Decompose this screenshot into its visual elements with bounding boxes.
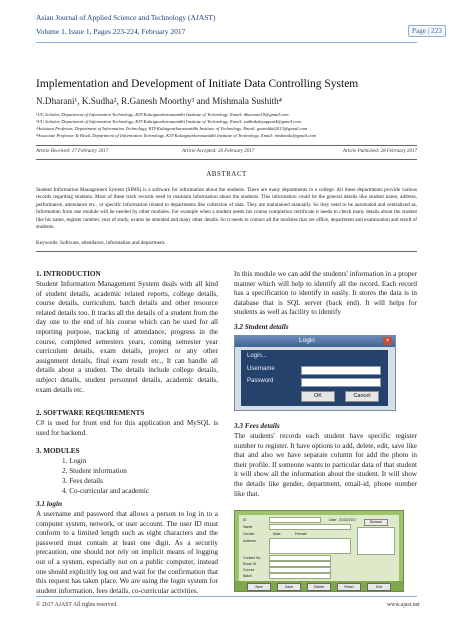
- date-label: Date: [329, 518, 337, 522]
- login-titlebar: [235, 336, 395, 347]
- address-field: [269, 538, 351, 554]
- name-label: Name: [243, 525, 253, 529]
- abstract-text: Student Information Management System (SIMS) is a software for information about the students. There are many departments in a college. All these departments provide various records regarding students. Most of these track records need to maintain information about the students. This information could be the general details like student name, address, performance, attendance etc., or specific information related to departments like collection of data. They are maintained manually. So they need to be automated and centralized as, Information from one module will be needed by other modules. For example when a student needs his course completion certificate it needs to check many details about the student like his name, register number, year of study, exams he attended and many other details. So it needs to contact all the modules that are office, department and examination and result of students.: [36, 187, 417, 231]
- username-label: Username: [247, 366, 275, 372]
- email-label: Email ID: [243, 562, 257, 566]
- affiliation-4: ⁴Associate Professor & Head, Department of Information Technology, KIT-Kalaignarkarunanidhi Institute of Technology. Email: mishmala@gmail.com: [36, 133, 316, 138]
- save-button: Save: [277, 583, 301, 591]
- browse-button: Browse: [364, 519, 388, 526]
- keywords-rule: [36, 251, 417, 252]
- copyright: © 2017 AJAST All rights reserved.: [36, 602, 118, 608]
- module-item: 3. Fees details: [62, 477, 103, 485]
- id-field: [269, 517, 321, 523]
- module-text: In this module we can add the students' information in a proper manner which will help to identify all the record. Each record has a specification to identify in easily. It stores the data is in database that is SQL server (back end). It will helps for students as well as facility to identify: [234, 270, 417, 317]
- paper-authors: N.Dharani¹, K.Sudha², R.Ganesh Moorthy³ and Mishmala Sushith⁴: [36, 96, 282, 106]
- requirements-text: C# is used for front end for this application and MySQL is used for backend.: [36, 419, 218, 437]
- address-label: Address: [243, 539, 256, 543]
- date-published: Article Published: 28 February 2017: [342, 149, 417, 154]
- paper-title: Implementation and Development of Initiate Data Controlling System: [36, 78, 359, 90]
- intro-heading: 1. INTRODUCTION: [36, 270, 101, 278]
- journal-url: www.ajast.net: [387, 602, 420, 608]
- password-label: Password: [247, 378, 274, 384]
- close-icon: ×: [383, 337, 392, 345]
- date-value: 21/02/2017: [339, 518, 357, 522]
- contact-label: Contact No: [243, 556, 261, 560]
- requirements-heading: 2. SOFTWARE REQUIREMENTS: [36, 409, 145, 417]
- login-window-title: Login: [299, 337, 315, 344]
- username-field: [301, 366, 381, 375]
- login-panel: [241, 350, 388, 406]
- cancel-button: Cancel: [345, 391, 379, 402]
- module-item: 2. Student information: [62, 467, 127, 475]
- date-received: Article Received: 17 February 2017: [36, 149, 109, 154]
- delete-button: Delete: [307, 583, 331, 591]
- gender-label: Gender: [243, 532, 255, 536]
- journal-volume: Volume 1, Issue 1, Pages 223-224, February 2017: [36, 27, 186, 36]
- gender-female: Female: [295, 532, 307, 536]
- batch-field: [269, 573, 331, 579]
- date-accepted: Article Accepted: 26 February 2017: [182, 149, 255, 154]
- form-button-row: [235, 581, 403, 591]
- affiliation-2: ²UG Scholar, Department of Information Technology, KIT-Kalaignarkarunanidhi Institute of Technology. Email: sudhakaliyappan4@gmail.com: [36, 119, 301, 124]
- password-field: [301, 378, 381, 387]
- intro-text: Student Information Management System deals with all kind of student details, academic related reports, college details, course details, curriculum, batch details and other resource related details too. It tracks all the details of a student from the day one to the end of his course which can be used for all reporting purpose, tracking of attendance, progress in the course, completed semesters years, coming semester year curriculum details, exam details, project or any other assignment details, final exam result etc., It can handle all details about a student. The details include college details, subject details, student personnel details, academic details, exam details etc.: [36, 280, 218, 394]
- photo-box: [357, 527, 395, 555]
- journal-name: Asian Journal of Applied Science and Technology (AJAST): [36, 13, 216, 22]
- batch-label: Batch: [243, 574, 252, 578]
- footer-rule: [36, 596, 417, 597]
- login-heading: 3.1 login: [36, 500, 62, 508]
- id-label: ID: [243, 518, 247, 522]
- ok-button: OK: [301, 391, 335, 402]
- student-form-screenshot: [234, 510, 404, 592]
- module-item: 4. Co-curricular and academic: [62, 487, 150, 495]
- student-form-panel: [239, 515, 399, 581]
- new-button: New: [247, 583, 271, 591]
- article-dates: [36, 149, 417, 157]
- page-number: Page | 223: [408, 25, 446, 37]
- fees-text: The students' records each student have specific register number to register. It have options to add, delete, edit, save like that and also we have separate column for add the photo in their profile. If someone wants to particular data of that student it will show all the information about the student. It will show the details like gender, department, email-id, phone number like that.: [234, 432, 417, 498]
- gender-male: Male: [273, 532, 281, 536]
- login-window-screenshot: [234, 335, 396, 411]
- login-text: A username and password that allows a person to log in to a computer system, network, or user account. The user ID must conform to a limited length such as eight characters and the password must contain at least one digit. As a security precaution, one should not rely on implicit means of logging out of a system, especially not on a public computer, instead one should explicitly log out and wait for the confirmation that this request has taken place. We are using the login system for student information, fees details, co-curricular activities.: [36, 510, 218, 595]
- fees-heading: 3.3 Fees details: [234, 422, 280, 430]
- exit-button: Exit: [367, 583, 391, 591]
- modules-heading: 3. MODULES: [36, 447, 80, 455]
- affiliation-1: ¹UG Scholar, Department of Information Technology, KIT-Kalaignarkarunanidhi Institute of Technology. Email: dharanin19@gmail.com: [36, 112, 289, 117]
- keywords: Keywords: Software, attendance, information and department.: [36, 240, 166, 246]
- affiliation-3: ³Assistant Professor, Department of Information Technology, KIT-Kalaignarkarunanidhi Institute of Technology. Email: ganeshkit2013@gmail.com: [36, 126, 308, 131]
- dates-rule-bottom: [36, 159, 417, 160]
- course-label: Course: [243, 568, 255, 572]
- name-field: [269, 524, 351, 530]
- dates-rule-top: [36, 145, 417, 146]
- module-item: 1. Login: [62, 457, 87, 465]
- header-rule: [36, 42, 417, 43]
- reset-button: Reset: [337, 583, 361, 591]
- login-caption: Login...: [247, 353, 267, 359]
- student-details-heading: 3.2 Student details: [234, 323, 289, 331]
- abstract-heading: ABSTRACT: [206, 170, 247, 178]
